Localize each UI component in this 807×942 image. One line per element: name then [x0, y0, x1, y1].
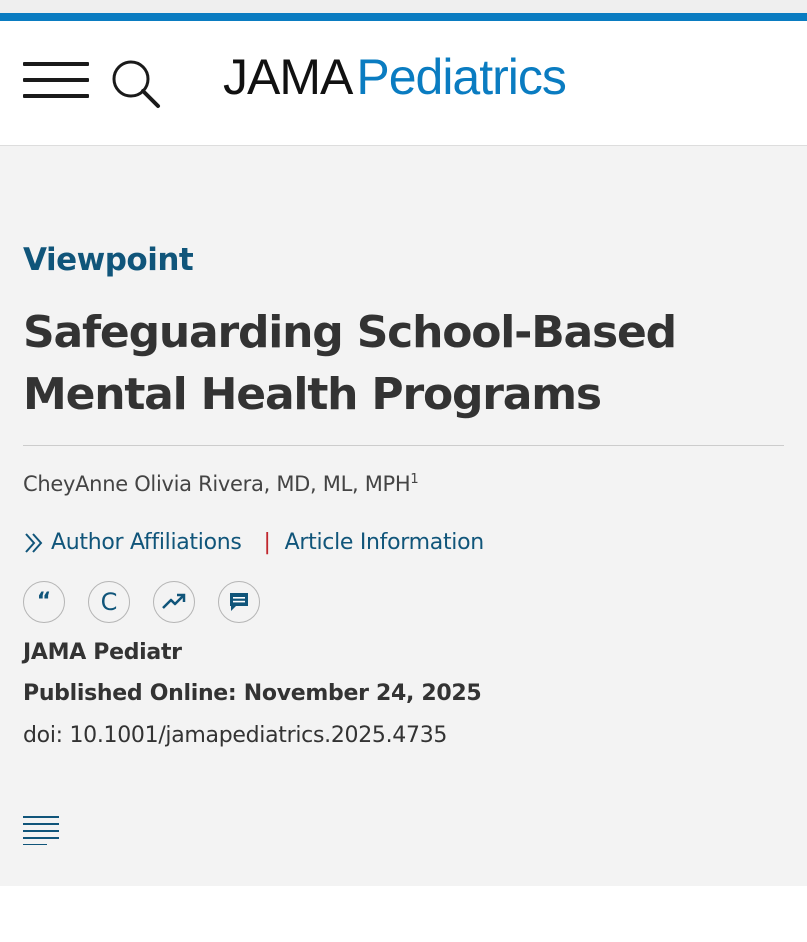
- publication-date: Published Online: November 24, 2025: [23, 681, 482, 706]
- search-icon[interactable]: [111, 59, 161, 109]
- journal-citation: JAMA Pediatr: [23, 640, 182, 665]
- author-name[interactable]: CheyAnne Olivia Rivera, MD, ML, MPH: [23, 472, 411, 496]
- affiliation-marker: 1: [410, 472, 419, 487]
- top-strip: [0, 0, 807, 13]
- cite-button[interactable]: [23, 581, 65, 623]
- article-header: [0, 146, 807, 886]
- author-affiliations-link[interactable]: [23, 530, 242, 555]
- journal-logo[interactable]: [223, 47, 566, 107]
- brand-accent-bar: [0, 13, 807, 21]
- site-header: [0, 21, 807, 146]
- hamburger-menu-icon[interactable]: [23, 60, 89, 100]
- comment-button[interactable]: [218, 581, 260, 623]
- permissions-button[interactable]: [88, 581, 130, 623]
- divider: [23, 445, 784, 446]
- logo-journal-name: Pediatrics: [356, 49, 566, 105]
- doi[interactable]: doi: 10.1001/jamapediatrics.2025.4735: [23, 723, 448, 748]
- trending-icon: [161, 592, 187, 612]
- logo-jama: JAMA: [223, 49, 353, 105]
- article-information-link[interactable]: Article Information: [284, 530, 484, 555]
- article-title: Safeguarding School-Based Mental Health Programs: [23, 307, 676, 420]
- quote-icon: “: [36, 589, 52, 614]
- metrics-button[interactable]: [153, 581, 195, 623]
- comment-icon: [228, 591, 250, 613]
- author-affiliations-label: Author Affiliations: [51, 530, 242, 555]
- copyright-icon: C: [100, 588, 118, 616]
- author-line: [23, 472, 418, 496]
- article-type-label: Viewpoint: [23, 242, 194, 278]
- article-tools: [23, 581, 283, 623]
- double-chevron-right-icon: [23, 531, 45, 555]
- table-of-contents-icon[interactable]: [23, 815, 61, 845]
- link-separator: |: [263, 530, 271, 555]
- article-links: [23, 530, 484, 555]
